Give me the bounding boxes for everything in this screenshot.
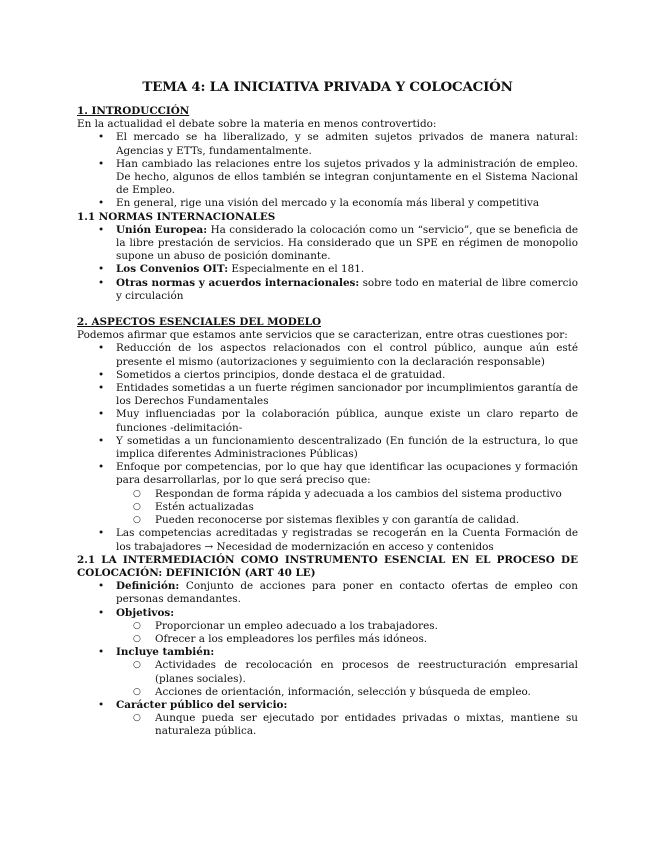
objectives-label: Objetivos: (116, 606, 175, 619)
item-label: Otras normas y acuerdos internacionales: (116, 276, 360, 289)
list-item: • Reducción de los aspectos relacionados con el control público, aunque aún esté presente el mismo (autorizaciones y seguimiento con la declaración responsable) (77, 342, 578, 368)
sublist-item: ○ Aunque pueda ser ejecutado por entidades privadas o mixtas, mantiene su naturaleza pública. (77, 712, 578, 738)
sublist (116, 620, 578, 646)
list-item (77, 224, 578, 264)
list-item: • Entidades sometidas a un fuerte régimen sancionador por incumplimientos garantía de los Derechos Fundamentales (77, 382, 578, 408)
section-2-intro: Podemos afirmar que estamos ante servicios que se caracterizan, entre otras cuestiones por: (77, 329, 568, 342)
sublist-item: ○ Acciones de orientación, información, selección y búsqueda de empleo. (77, 686, 578, 699)
list-item (77, 461, 578, 527)
list-item: • El mercado se ha liberalizado, y se admiten sujetos privados de manera natural: Agencias y ETTs, fundamentalmente. (77, 131, 578, 157)
sublist-item: ○ Ofrecer a los empleadores los perfiles más idóneos. (77, 633, 578, 646)
item-text: sobre todo en material de libre comercio y circulación (116, 276, 578, 302)
list-item (77, 277, 578, 303)
list-item: • Muy influenciadas por la colaboración pública, aunque existe un claro reparto de funciones -delimitación- (77, 408, 578, 434)
section-2-1-heading: 2.1 LA INTERMEDIACIÓN COMO INSTRUMENTO ESENCIAL EN EL PROCESO DE COLOCACIÓN: DEFINICIÓN (ART 40 LE) (77, 553, 578, 579)
list-item: • Y sometidas a un funcionamiento descentralizado (En función de la estructura, lo que implica diferentes Administraciones Públicas) (77, 435, 578, 461)
section-1-heading: 1. INTRODUCCIÓN (77, 105, 190, 117)
list-item: • En general, rige una visión del mercado y la economía más liberal y competitiva (77, 197, 578, 210)
list-item (77, 699, 578, 739)
sublist-item: ○ Estén actualizadas (77, 501, 578, 514)
sublist-item: ○ Respondan de forma rápida y adecuada a los cambios del sistema productivo (77, 488, 578, 501)
section-1-1-list (77, 224, 578, 303)
sublist (116, 712, 578, 738)
list-item (77, 607, 578, 647)
sublist-item: ○ Proporcionar un empleo adecuado a los trabajadores. (77, 620, 578, 633)
public-label: Carácter público del servicio: (116, 698, 288, 711)
definition-text: Conjunto de acciones para poner en contacto ofertas de empleo con personas demandantes. (116, 580, 578, 606)
list-item (77, 263, 578, 276)
section-2-heading: 2. ASPECTOS ESENCIALES DEL MODELO (77, 316, 322, 329)
list-item: • Las competencias acreditadas y registradas se recogerán en la Cuenta Formación de los trabajadores → Necesidad de modernización en acceso y contenidos (77, 527, 578, 553)
list-item (77, 580, 578, 606)
sublist (116, 659, 578, 699)
section-1-list (77, 131, 578, 210)
section-1-intro: En la actualidad el debate sobre la materia en menos controvertido: (77, 118, 437, 131)
list-item (77, 646, 578, 699)
page-title: TEMA 4: LA INICIATIVA PRIVADA Y COLOCACIÓN (142, 79, 513, 95)
item-label: Unión Europea: (116, 223, 208, 236)
includes-label: Incluye también: (116, 646, 215, 659)
section-2-list (77, 342, 578, 553)
item-text: Enfoque por competencias, por lo que hay que identificar las ocupaciones y formación para desarrollarlas, por lo que será preciso que: (116, 461, 578, 487)
item-label: Los Convenios OIT: (116, 263, 229, 276)
sublist (116, 488, 578, 528)
item-text: Especialmente en el 181. (228, 263, 365, 276)
section-1-1-heading: 1.1 NORMAS INTERNACIONALES (77, 210, 276, 223)
item-text: Ha considerado la colocación como un “servicio”, que se beneficia de la libre prestación de servicios. Ha considerado que un SPE en régimen de monopolio supone un abuso de posición dominante. (116, 223, 578, 263)
spacer (77, 303, 578, 316)
sublist-item: ○ Pueden reconocerse por sistemas flexibles y con garantía de calidad. (77, 514, 578, 527)
sublist-item: ○ Actividades de recolocación en procesos de reestructuración empresarial (planes sociales). (77, 659, 578, 685)
list-item: • Han cambiado las relaciones entre los sujetos privados y la administración de empleo. De hecho, algunos de ellos también se integran conjuntamente en el Sistema Nacional de Empleo. (77, 158, 578, 198)
definition-label: Definición: (116, 580, 180, 593)
section-2-1-list (77, 580, 578, 738)
list-item: • Sometidos a ciertos principios, donde destaca el de gratuidad. (77, 369, 578, 382)
